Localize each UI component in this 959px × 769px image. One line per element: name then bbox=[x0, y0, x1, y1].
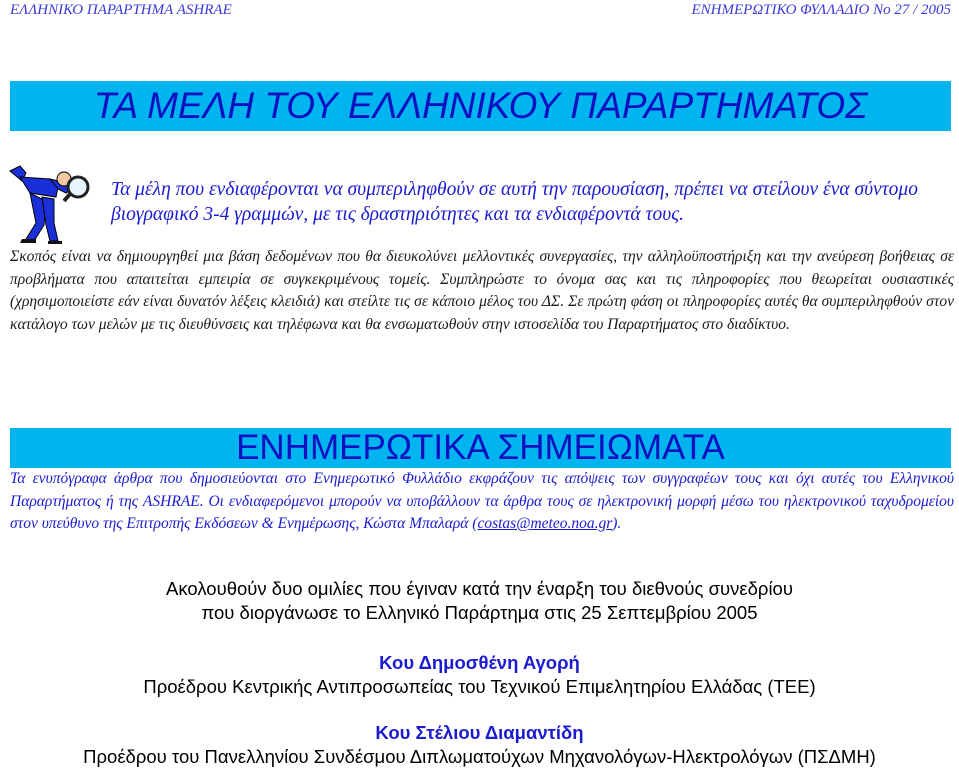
page-header bbox=[10, 2, 951, 22]
speaker1-name: Κου Δημοσθένη Αγορή bbox=[379, 652, 580, 673]
header-left: ΕΛΛΗΝΙΚΟ ΠΑΡΑΡΤΗΜΑ ASHRAE bbox=[10, 2, 232, 18]
header-right: ΕΝΗΜΕΡΩΤΙΚΟ ΦΥΛΛΑΔΙΟ Νο 27 / 2005 bbox=[691, 2, 951, 18]
speaker1-role: Προέδρου Κεντρικής Αντιπροσωπείας του Τεχνικού Επιμελητηρίου Ελλάδας (ΤΕΕ) bbox=[143, 676, 816, 697]
speaker2-role: Προέδρου του Πανελληνίου Συνδέσμου Διπλωματούχων Μηχανολόγων-Ηλεκτρολόγων (ΠΣΔΜΗ) bbox=[83, 746, 876, 767]
members-body: Σκοπός είναι να δημιουργηθεί μια βάση δεδομένων που θα διευκολύνει μελλοντικές συνεργασίες, την αλληλοϋποστήριξη και την ανεύρεση βοήθειας σε προβλήματα που απαιτείται εμπειρία σε συγκεκριμένους τομείς. Συμπληρώστε το όνομα σας και τις πληροφορίες που θεωρείται ουσιαστικές (χρησιμοποιείστε εάν είναι δυνατόν λέξεις κλειδιά) και στείλτε τις σε κάποιο μέλος του ΔΣ. Σε πρώτη φάση οι πληροφορίες αυτές θα συμπεριληφθούν στον κατάλογο των μελών με τις διευθύνσεις και τηλέφωνα και θα ενσωματωθούν στην ιστοσελίδα του Παραρτήματος στο διαδίκτυο. bbox=[10, 248, 954, 333]
notes-section-title: ΕΝΗΜΕΡΩΤΙΚΑ ΣΗΜΕΙΩΜΑΤΑ bbox=[10, 428, 951, 468]
detective-magnifier-icon bbox=[6, 163, 94, 245]
editor-email-link[interactable]: costas@meteo.noa.gr bbox=[477, 515, 613, 532]
lectures-intro-line1: Ακολουθούν δυο ομιλίες που έγιναν κατά την έναρξη του διεθνούς συνεδρίου bbox=[166, 578, 793, 599]
members-intro: Τα μέλη που ενδιαφέρονται να συμπεριληφθούν σε αυτή την παρουσίαση, πρέπει να στείλουν ένα σύντομο βιογραφικό 3-4 γραμμών, με τις δραστηριότητες και τα ενδιαφέροντά τους. bbox=[111, 179, 918, 225]
notes-body-end: ). bbox=[612, 515, 622, 532]
lectures-intro-line2: που διοργάνωσε το Ελληνικό Παράρτημα στις 25 Σεπτεμβρίου 2005 bbox=[201, 602, 758, 623]
notes-body bbox=[10, 468, 954, 536]
notes-body-text: Τα ενυπόγραφα άρθρα που δημοσιεύονται στο Ενημερωτικό Φυλλάδιο εκφράζουν τις απόψεις των συγγραφέων τους και όχι αυτές του Ελληνικού Παραρτήματος ή της ASHRAE. Οι ενδιαφερόμενοι μπορούν να υποβάλλουν τα άρθρα τους σε ηλεκτρονική μορφή μέσω του ηλεκτρονικού ταχυδρομείου στον υπεύθυνο της Επιτροπής Εκδόσεων & Ενημέρωσης, Κώστα Μπαλαρά ( bbox=[10, 470, 954, 532]
members-section-title: ΤΑ ΜΕΛΗ ΤΟΥ ΕΛΛΗΝΙΚΟΥ ΠΑΡΑΡΤΗΜΑΤΟΣ bbox=[10, 81, 951, 131]
speaker2-name: Κου Στέλιου Διαμαντίδη bbox=[375, 722, 584, 743]
